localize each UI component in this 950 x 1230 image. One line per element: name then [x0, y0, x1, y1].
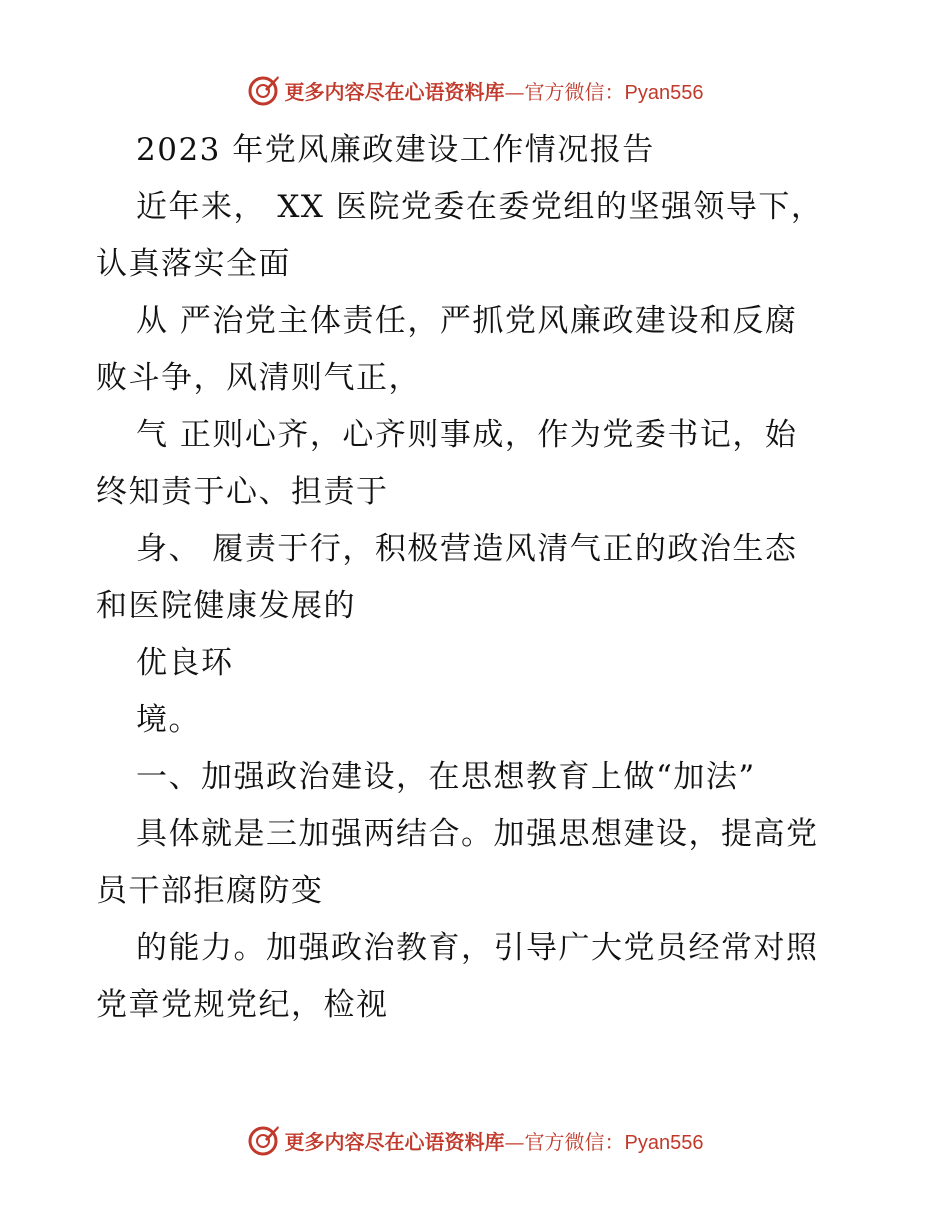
- quill-seal-icon: [247, 73, 281, 107]
- document-text-line: 境。: [136, 702, 201, 738]
- document-text-line: 败斗争，风清则气正，: [96, 360, 421, 396]
- document-text-line: 一、加强政治建设，在思想教育上做“加法”: [136, 759, 756, 795]
- document-text-line: 优良环: [136, 645, 234, 681]
- watermark-banner-bottom: [0, 1120, 950, 1160]
- document-text-line: 和医院健康发展的: [96, 588, 356, 624]
- watermark-text: 更多内容尽在心语资料库—官方微信：Pyan556: [284, 79, 704, 104]
- document-text-line: 的能力。加强政治教育，引导广大党员经常对照: [136, 930, 819, 966]
- document-text-line: 具体就是三加强两结合。加强思想建设，提高党: [136, 816, 819, 852]
- document-text-line: 身、 履责于行，积极营造风清气正的政治生态: [136, 531, 798, 567]
- quill-seal-icon: [247, 1123, 281, 1157]
- document-text-line: 从 严治党主体责任，严抓党风廉政建设和反腐: [136, 303, 798, 339]
- document-title: 2023 年党风廉政建设工作情况报告: [136, 132, 655, 168]
- watermark-text: 更多内容尽在心语资料库—官方微信：Pyan556: [284, 1129, 704, 1154]
- document-text-line: 终知责于心、担责于: [96, 474, 389, 510]
- document-text-line: 气 正则心齐，心齐则事成，作为党委书记，始: [136, 417, 798, 453]
- watermark-banner-top: [0, 70, 950, 110]
- document-text-line: 近年来， XX 医院党委在委党组的坚强领导下，: [136, 189, 824, 225]
- document-body: [96, 122, 856, 1034]
- document-text-line: 党章党规党纪，检视: [96, 987, 389, 1023]
- document-text-line: 认真落实全面: [96, 246, 291, 282]
- document-text-line: 员干部拒腐防变: [96, 873, 324, 909]
